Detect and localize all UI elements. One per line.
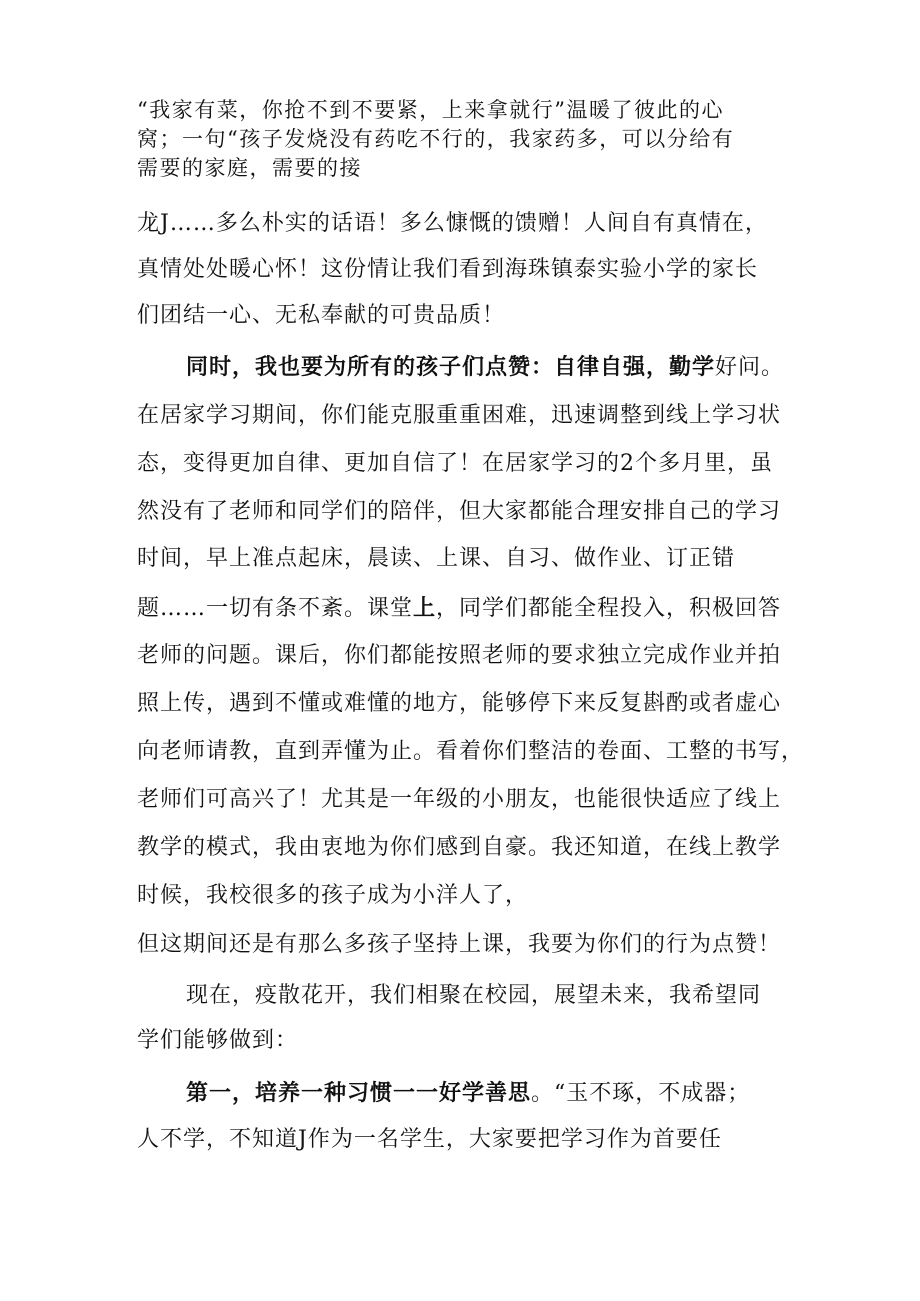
- paragraph-2-line-7: 老师的问题。课后，你们都能按照老师的要求独立完成作业并拍: [137, 643, 782, 668]
- paragraph-1-line-1: “我家有菜，你抢不到不要紧，上来拿就行”温暖了彼此的心: [137, 98, 724, 122]
- paragraph-1-line-2: 窝；一句“孩子发烧没有药吃不行的，我家药多，可以分给有: [137, 127, 735, 151]
- paragraph-2-line-6: [137, 592, 781, 625]
- paragraph-2-line-13: 但这期间还是有那么多孩子坚持上课，我要为你们的行为点赞！: [137, 932, 782, 957]
- paragraph-1-line-5: 真情处处暖心怀！这份情让我们看到海珠镇泰实验小学的家长: [137, 257, 759, 282]
- paragraph-2-line-5: 时间，早上准点起床，晨读、上课、自习、做作业、订正错: [137, 546, 736, 571]
- paragraph-2-line-11: 教学的模式，我由衷地为你们感到自豪。我还知道，在线上教学: [137, 835, 782, 860]
- paragraph-4-bold-heading: 第一，培养一种习惯一一好学善思: [186, 1080, 532, 1106]
- paragraph-4-line-1: [186, 1077, 750, 1110]
- paragraph-1-line-3: 需要的家庭，需要的接: [137, 156, 362, 180]
- paragraph-2-line-2: 在居家学习期间，你们能克服重重困难，迅速调整到线上学习状: [137, 403, 782, 428]
- paragraph-2-line-10: 老师们可高兴了！尤其是一年级的小朋友，也能很快适应了线上: [137, 787, 782, 812]
- paragraph-3-line-2: 学们能够做到：: [137, 1028, 299, 1053]
- paragraph-2-line-6-before: 题……一切有条不紊。课堂: [137, 596, 414, 621]
- paragraph-2-line-6-after: ，同学们都能全程投入，积极回答: [436, 596, 782, 621]
- paragraph-3-line-1: 现在，疫散花开，我们相聚在校园，展望未来，我希望同: [186, 983, 762, 1008]
- paragraph-2-line-6-bold: 上: [413, 595, 437, 621]
- paragraph-2-line-1: [186, 351, 784, 384]
- paragraph-4-line-1-rest: 。“玉不琢，不成器；: [531, 1081, 751, 1106]
- paragraph-2-line-12: 时候，我校很多的孩子成为小洋人了，: [137, 883, 529, 908]
- paragraph-1-line-6: 们团结一心、无私奉献的可贵品质！: [137, 303, 506, 328]
- paragraph-2-line-4: 然没有了老师和同学们的陪伴，但大家都能合理安排自己的学习: [137, 499, 782, 524]
- paragraph-4-line-2: 人不学，不知道J作为一名学生，大家要把学习作为首要任: [137, 1127, 722, 1152]
- paragraph-2-line-8: 照上传，遇到不懂或难懂的地方，能够停下来反复斟酌或者虚心: [137, 691, 782, 716]
- paragraph-2-line-1-rest: 好问。: [715, 355, 785, 380]
- paragraph-1-line-4: 龙J……多么朴实的话语！多么慷慨的馈赠！人间自有真情在，: [137, 211, 768, 236]
- paragraph-2-line-9: 向老师请教，直到弄懂为止。看着你们整洁的卷面、工整的书写，: [137, 739, 805, 764]
- paragraph-2-line-3: 态，变得更加自律、更加自信了！在居家学习的2个多月里，虽: [137, 451, 773, 476]
- paragraph-2-bold-phrase: 同时，我也要为所有的孩子们点赞：自律自强，勤学: [186, 354, 716, 380]
